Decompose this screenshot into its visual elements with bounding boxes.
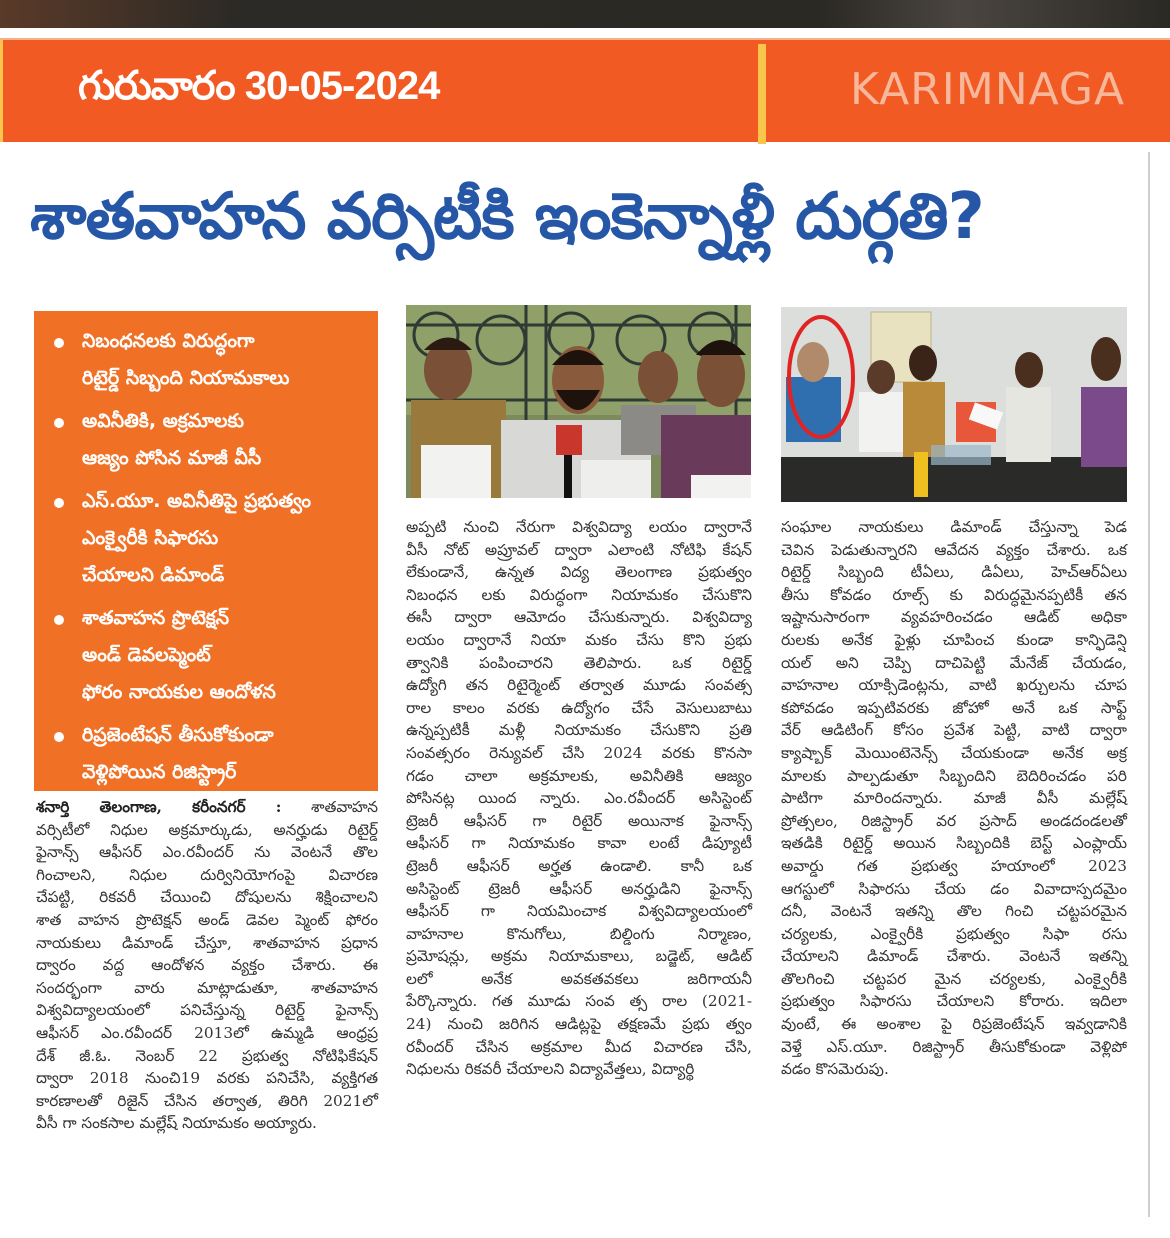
highlights-box: [34, 311, 378, 791]
article-line: సంవత్సరం రెన్యువల్ చేసి 2024 వరకు కొనసా: [406, 743, 752, 762]
article-line: ఆఫీసర్ గా నియామకం కావా లంటే డిప్యూటీ: [406, 834, 752, 853]
article-line: యల్ అని చెప్పి దాచిపెట్టి మేనేజ్ చేయడం,: [781, 653, 1127, 672]
issue-date: గురువారం 30-05-2024: [78, 64, 440, 108]
article-line: తీసు కోవడం రూల్స్ కు విరుద్ధమైనప్పటికీ తన: [781, 585, 1127, 604]
highlight-line: శాతవాహన ప్రొటెక్షన్: [82, 607, 230, 629]
dateline: శనార్తి తెలంగాణ, కరీంనగర్ :: [36, 798, 282, 816]
article-line: నిబంధన లకు విరుద్ధంగా నియామకం చేసుకొని: [406, 585, 752, 604]
article-line: పాటిగా మారిందన్నారు. మాజీ వీసీ మల్లేష్: [781, 789, 1127, 808]
highlight-line: ఆజ్యం పోసిన మాజీ వీసీ: [82, 447, 262, 469]
highlights-list: [52, 323, 366, 791]
article-line: వేర్ ఆడిటింగ్ కోసం ప్రవేశ పెట్టి, వాటి ద్వారా: [781, 721, 1127, 740]
article-line: తొలగించి చట్టపర మైన చర్యలకు, ఎంక్వైరీకి: [781, 969, 1127, 988]
article-line: వెళ్తే ఎస్.యూ. రిజిస్ట్రార్ తీసుకోకుండా వెళ్లిపో: [781, 1037, 1127, 1056]
page-banner: [0, 38, 1170, 142]
highlight-item: [52, 483, 366, 594]
highlight-item: [52, 717, 366, 791]
article-line: వీసీ గా సంకసాల మల్లేష్ నియామకం అయ్యారు.: [36, 1114, 317, 1133]
office-photo: [781, 307, 1127, 502]
article-line: రులకు అనేక ఫైళ్లు చూపించ కుండా కాన్ఫిడెన్షి: [781, 630, 1127, 649]
article-line: త్వానికి పంపించారని తెలిపారు. ఒక రిటైర్డ్: [406, 653, 752, 672]
article-line: పేర్కొన్నారు. గత మూడు సంవ త్స రాల (2021-: [406, 992, 752, 1011]
article-line: సందర్భంగా వారు మాట్లాడుతూ, శాతవాహన: [36, 978, 378, 997]
protest-photo-image: [406, 305, 751, 498]
bullet-icon: [54, 498, 64, 508]
article-line: ఆఫీసర్ గా నియమించాక విశ్వవిద్యాలయంలో: [406, 902, 752, 921]
article-line: కారణాలతో రిజైన్ చేసిన తర్వాత, తిరిగి 2021లో: [36, 1091, 378, 1110]
article-line: ఉన్నప్పటికీ మళ్లీ నియామకం చేసుకొని ప్రతి: [406, 721, 752, 740]
highlight-line: వెళ్లిపోయిన రిజిస్ట్రార్: [82, 761, 237, 783]
bullet-icon: [54, 732, 64, 742]
column-1-body: [36, 819, 378, 1135]
article-line: నిధులను రికవరీ చేయాలని విద్యావేత్తలు, విద్యార్థి: [406, 1060, 695, 1079]
article-line: చేపట్టి, రికవరీ చేయించి దోషులను శిక్షించాలని: [36, 888, 378, 907]
highlight-line: రిటైర్డ్ సిబ్బంది నియామకాలు: [82, 367, 290, 389]
article-line: వీసీ నోట్ అప్రూవల్ ద్వారా ఎలాంటి నోటిఫి కేషన్: [406, 540, 752, 559]
article-line: శాత వాహన ప్రొటెక్షన్ అండ్ డెవల ప్మెంట్ ఫోరం: [36, 910, 378, 929]
article-line: నాయకులు డిమాండ్ చేస్తూ, శాతవాహన ప్రధాన: [36, 933, 378, 952]
article-line: ఇష్టానుసారంగా వ్యవహరించడం ఆడిట్ అధికా: [781, 608, 1127, 627]
article-line: లలో అనేక అవకతవకలు జరిగాయనీ: [406, 969, 752, 988]
article-column-3: [781, 516, 1127, 1081]
article-line: మాలకు పాల్పడుతూ సిబ్బందిని బెదిరించడం పరి: [781, 766, 1127, 785]
article-line: క్యాష్బాక్ మెయింటెనెన్స్ చేయకుండా అనేక అక్ర: [781, 743, 1127, 762]
highlight-item: [52, 323, 366, 397]
banner-divider: [758, 44, 766, 144]
article-line: ట్రెజరీ ఆఫీసర్ అర్హత ఉండాలి. కానీ ఒక: [406, 856, 752, 875]
article-line: ఈసీ ద్వారా ఆమోదం చేసుకున్నారు. విశ్వవిద్యా: [406, 608, 752, 627]
protest-photo: [406, 305, 751, 498]
article-line: ప్రమోషన్లు, అక్రమ నియామకాలు, బడ్జెట్, ఆడిట్: [406, 947, 752, 966]
article-line: లయం ద్వారానే నియా మకం చేసు కొని ప్రభు: [406, 630, 752, 649]
highlight-line: అండ్ డెవలప్మెంట్: [82, 644, 211, 666]
article-line: లేకుండానే, ఉన్నత విద్య తెలంగాణ ప్రభుత్వం: [406, 563, 752, 582]
article-line: వర్సిటీలో నిధుల అక్రమార్కుడు, అనర్హుడు రిటైర్డ్: [36, 820, 378, 839]
article-line: కపోవడం ఇప్పటివరకు జోహో అనే ఒక సాఫ్ట్: [781, 698, 1127, 717]
article-line: ఉద్యోగి తన రిటైర్మెంట్ తర్వాత మూడు సంవత్స: [406, 676, 752, 695]
article-line: గించాలని, నిధుల దుర్వినియోగంపై విచారణ: [36, 865, 378, 884]
article-line: రిటైర్డ్ సిబ్బంది టీఏలు, డిఏలు, హెచ్ఆర్ఏలు: [781, 563, 1127, 582]
article-line: శనార్తి తెలంగాణ, కరీంనగర్ : శాతవాహన: [36, 798, 378, 816]
article-line: ట్రెజరీ ఆఫీసర్ గా రిటైర్ అయినాక ఫైనాన్స్: [406, 811, 752, 830]
article-line: ఫైనాన్స్ ఆఫీసర్ ఎం.రవీందర్ ను వెంటనే తొల: [36, 843, 378, 862]
highlight-line: ఎస్.యూ. అవినీతిపై ప్రభుత్వం: [82, 490, 311, 512]
highlight-item: [52, 403, 366, 477]
bullet-icon: [54, 418, 64, 428]
article-column-1: [36, 796, 378, 1135]
article-line: పోసినట్ల యింద న్నారు. ఎం.రవీందర్ అసిస్టెంట్: [406, 789, 752, 808]
article-line: ద్వారా 2018 నుంచి19 వరకు పనిచేసి, వ్యక్తిగత: [36, 1069, 378, 1088]
article-line: అసిస్టెంట్ ట్రెజరీ ఆఫీసర్ అనర్హుడిని ఫైనాన్స్: [406, 879, 752, 898]
article-line: వుంటే, ఈ అంశాల పై రిప్రజెంటేషన్ ఇవ్వడానికి: [781, 1015, 1127, 1034]
article-line: విశ్వవిద్యాలయంలో పనిచేస్తున్న రిటైర్డ్ ఫైనాన్స్: [36, 1001, 378, 1020]
highlight-line: నిబంధనలకు విరుద్ధంగా: [82, 330, 255, 352]
banner-edge-accent: [0, 40, 3, 142]
article-line: ఆఫీసర్ ఎం.రవీందర్ 2013లో ఉమ్మడి ఆంధ్రప్ర: [36, 1023, 378, 1042]
highlight-line: అవినీతికి, అక్రమాలకు: [82, 410, 244, 432]
article-line: సంఘాల నాయకులు డిమాండ్ చేస్తున్నా పెడ: [781, 518, 1127, 536]
article-line: అప్పటి నుంచి నేరుగా విశ్వవిద్యా లయం ద్వారానే: [406, 518, 752, 536]
article-line: చేయాలని డిమాండ్ చేశారు. వెంటనే ఇతన్ని: [781, 947, 1127, 966]
article-line: 24) నుంచి జరిగిన ఆడిట్లపై తక్షణమే ప్రభు త్వం: [406, 1015, 752, 1034]
article-line: గడం చాలా అక్రమాలకు, అవినీతికి ఆజ్యం: [406, 766, 752, 785]
bullet-icon: [54, 338, 64, 348]
bullet-icon: [54, 615, 64, 625]
highlight-line: ఫోరం నాయకుల ఆందోళన: [82, 681, 276, 703]
article-line: వాహనాల యాక్సిడెంట్లను, వాటి ఖర్చులను చూప: [781, 676, 1127, 695]
article-line: రవీందర్ చేసిన అక్రమాల మీద విచారణ చేసి,: [406, 1037, 752, 1056]
article-line: ద్వారం వద్ద ఆందోళన వ్యక్తం చేశారు. ఈ: [36, 956, 378, 975]
office-photo-image: [781, 307, 1127, 502]
highlight-line: చేయాలని డిమాండ్: [82, 564, 225, 586]
edition-name: KARIMNAGA: [850, 64, 1126, 115]
article-line: ప్రోత్సలం, రిజిస్ట్రార్ వర ప్రసాద్ అండదండలతో: [781, 811, 1127, 830]
article-line: చెవిన పెడుతున్నారని ఆవేదన వ్యక్తం చేశారు. ఒక: [781, 540, 1127, 559]
highlight-line: ఎంక్వైరీకి సిఫారసు: [82, 527, 219, 549]
article-headline: శాతవాహన వర్సిటీకి ఇంకెన్నాళ్లీ దుర్గతి?: [30, 180, 984, 254]
highlight-item: [52, 600, 366, 711]
article-line: రాల కాలం వరకు ఉద్యోగం చేసే వెసులుబాటు: [406, 698, 752, 717]
highlight-line: రిప్రజెంటేషన్ తీసుకోకుండా: [82, 724, 274, 746]
device-status-strip: [0, 0, 1170, 28]
article-line: ప్రభుత్వం సిఫారసు చేయాలని కోరారు. ఇదిలా: [781, 992, 1127, 1011]
article-line: చర్యలకు, ఎంక్వైరీకి ప్రభుత్వం సిఫా రసు: [781, 924, 1127, 943]
article-line: అవార్డు గత ప్రభుత్వ హయాంలో 2023: [781, 856, 1127, 875]
article-line: ఇతడికి రిటైర్డ్ అయిన సిబ్బందికి బెస్ట్ ఎంప్లాయ్: [781, 834, 1127, 853]
article-line: వాహనాల కొనుగోలు, బిల్డింగు నిర్మాణం,: [406, 924, 752, 943]
page-right-rule: [1148, 152, 1150, 1217]
article-column-2: [406, 516, 752, 1081]
article-line: ఆగస్టులో సిఫారసు చేయ డం వివాదాస్పదమైం: [781, 879, 1127, 898]
article-line: దనీ, వెంటనే ఇతన్ని తొల గించి చట్టపరమైన: [781, 902, 1127, 921]
article-line: దేశ్ జీ.ఓ. నెంబర్ 22 ప్రభుత్వ నోటిఫికేషన్: [36, 1046, 378, 1065]
article-line: వడం కొసమెరుపు.: [781, 1060, 889, 1079]
